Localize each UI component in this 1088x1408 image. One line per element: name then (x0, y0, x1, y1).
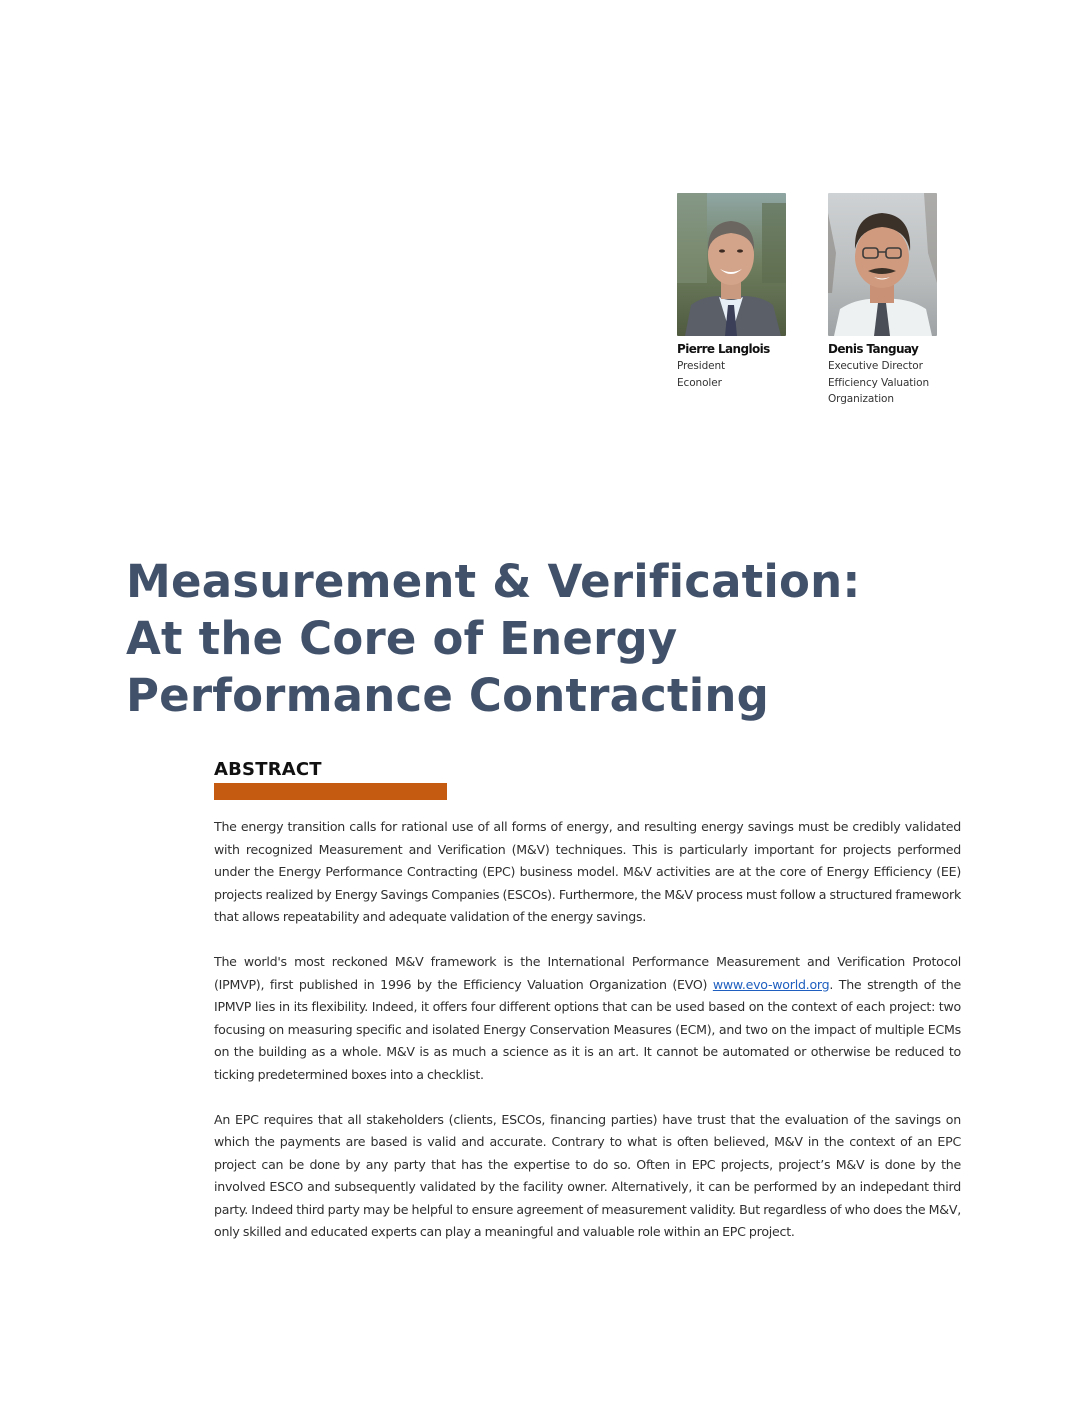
article-title (126, 553, 1026, 724)
title-line-3: Performance Contracting (126, 669, 770, 722)
portrait-photo-icon (677, 193, 786, 336)
author-title: President (677, 360, 726, 372)
author-photo (677, 193, 786, 336)
portrait-photo-icon (828, 193, 937, 336)
abstract-paragraph-2 (214, 951, 961, 1086)
abstract-body (214, 816, 961, 1266)
author-name: Denis Tanguay (828, 342, 919, 356)
abstract-heading: ABSTRACT (214, 759, 322, 780)
abstract-accent-bar (214, 783, 447, 800)
paragraph-2-text-before-link: The world's most reckoned M&V framework is the International Performance Measurement and Verification Protocol (IPMVP), first published in 1996 by the Efficiency Valuation Organization (EVO) (214, 954, 961, 992)
author-organization-cont: Organization (828, 393, 894, 405)
paragraph-2-text-after-link: . The strength of the IPMVP lies in its flexibility. Indeed, it offers four different options that can be used based on the context of each project: two focusing on measuring specific and isolated Energy Conservation Measures (ECM), and two on the impact of multiple ECMs on the building as a whole. M&V is as much a science as it is an art. It cannot be automated or otherwise be reduced to ticking predetermined boxes into a checklist. (214, 976, 961, 1082)
author-card-denis-tanguay (828, 193, 978, 408)
author-title: Executive Director (828, 360, 923, 372)
author-name: Pierre Langlois (677, 342, 770, 356)
abstract-paragraph-3: An EPC requires that all stakeholders (clients, ESCOs, financing parties) have trust that the evaluation of the savings on which the payments are based is valid and accurate. Contrary to what is often believed, M&V in the context of an EPC project can be done by any party that has the expertise to do so. Often in EPC projects, project’s M&V is done by the involved ESCO and subsequently validated by the facility owner. Alternatively, it can be performed by an indepedant third party. Indeed third party may be helpful to ensure agreement of measurement validity. But regardless of who does the M&V, only skilled and educated experts can play a meaningful and valuable role within an EPC project. (214, 1111, 961, 1239)
author-organization: Econoler (677, 376, 722, 389)
author-photo (828, 193, 937, 336)
author-organization: Efficiency Valuation (828, 376, 929, 389)
evo-world-link[interactable]: www.evo-world.org (712, 976, 830, 992)
title-line-1: Measurement & Verification: (126, 555, 861, 608)
author-card-pierre-langlois (677, 193, 827, 391)
abstract-paragraph-1: The energy transition calls for rational use of all forms of energy, and resulting energy savings must be credibly validated with recognized Measurement and Verification (M&V) techniques. This is particularly important for projects performed under the Energy Performance Contracting (EPC) business model. M&V activities are at the core of Energy Efficiency (EE) projects realized by Energy Savings Companies (ESCOs). Furthermore, the M&V process must follow a structured framework that allows repeatability and adequate validation of the energy savings. (214, 819, 961, 924)
title-line-2: At the Core of Energy (126, 612, 678, 665)
